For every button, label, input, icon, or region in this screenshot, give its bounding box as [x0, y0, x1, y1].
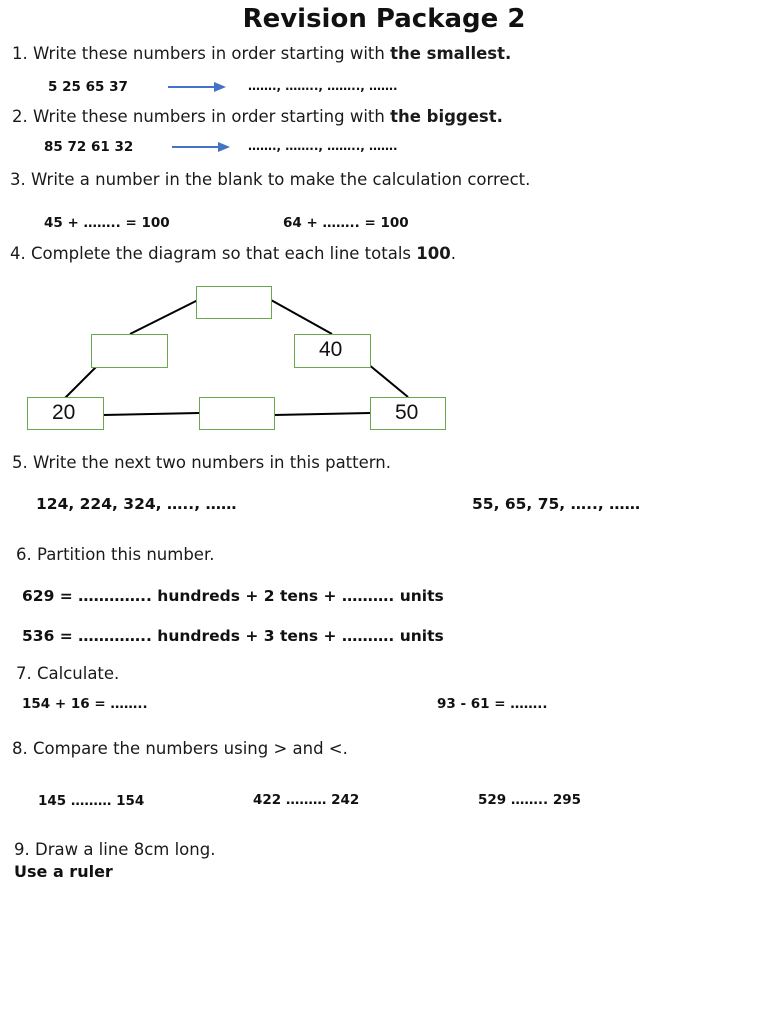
question-4: 4. Complete the diagram so that each line totals 100.: [10, 244, 456, 263]
question-9: 9. Draw a line 8cm long.: [14, 840, 216, 859]
question-2-text: 2. Write these numbers in order starting with: [12, 107, 391, 126]
question-8: 8. Compare the numbers using > and <.: [12, 739, 348, 758]
question-1-emphasis: the smallest.: [390, 44, 512, 63]
question-8-compare-2[interactable]: 422 ……… 242: [253, 792, 360, 808]
question-7: 7. Calculate.: [16, 664, 120, 683]
diagram-box-top[interactable]: [196, 286, 272, 319]
question-1-text: 1. Write these numbers in order starting with: [12, 44, 391, 63]
question-5-pattern-2[interactable]: 55, 65, 75, ….., ……: [472, 495, 641, 513]
diagram-box-middle-right: 40: [294, 334, 371, 368]
question-3: 3. Write a number in the blank to make the calculation correct.: [10, 170, 531, 189]
question-6: 6. Partition this number.: [16, 545, 215, 564]
question-2-answer-blanks[interactable]: ……., …….., …….., …….: [248, 139, 398, 153]
question-2-numbers: 85 72 61 32: [44, 139, 134, 155]
question-6-line-1[interactable]: 629 = ………….. hundreds + 2 tens + ………. units: [22, 587, 444, 605]
question-9-instruction: Use a ruler: [14, 862, 113, 881]
page-title: Revision Package 2: [242, 4, 526, 34]
question-7-calc-2[interactable]: 93 - 61 = ……..: [437, 696, 548, 712]
diagram-box-bottom-left: 20: [27, 397, 104, 430]
question-2-emphasis: the biggest.: [390, 107, 503, 126]
question-1-numbers: 5 25 65 37: [48, 79, 128, 95]
diagram-box-bottom-right: 50: [370, 397, 446, 430]
diagram-box-middle-left[interactable]: [91, 334, 168, 368]
question-1-answer-blanks[interactable]: ……., …….., …….., …….: [248, 79, 398, 93]
diagram-box-bottom-middle[interactable]: [199, 397, 275, 430]
question-8-compare-3[interactable]: 529 …….. 295: [478, 792, 582, 808]
question-7-calc-1[interactable]: 154 + 16 = ……..: [22, 696, 148, 712]
question-4-emphasis: 100: [416, 244, 451, 263]
question-6-line-2[interactable]: 536 = ………….. hundreds + 3 tens + ………. units: [22, 627, 444, 645]
question-3-sum-1[interactable]: 45 + …….. = 100: [44, 215, 170, 231]
question-5-pattern-1[interactable]: 124, 224, 324, ….., ……: [36, 495, 237, 513]
question-5: 5. Write the next two numbers in this pattern.: [12, 453, 391, 472]
question-4-text: 4. Complete the diagram so that each line totals: [10, 244, 417, 263]
question-3-sum-2[interactable]: 64 + …….. = 100: [283, 215, 409, 231]
question-8-compare-1[interactable]: 145 ……… 154: [38, 793, 145, 809]
